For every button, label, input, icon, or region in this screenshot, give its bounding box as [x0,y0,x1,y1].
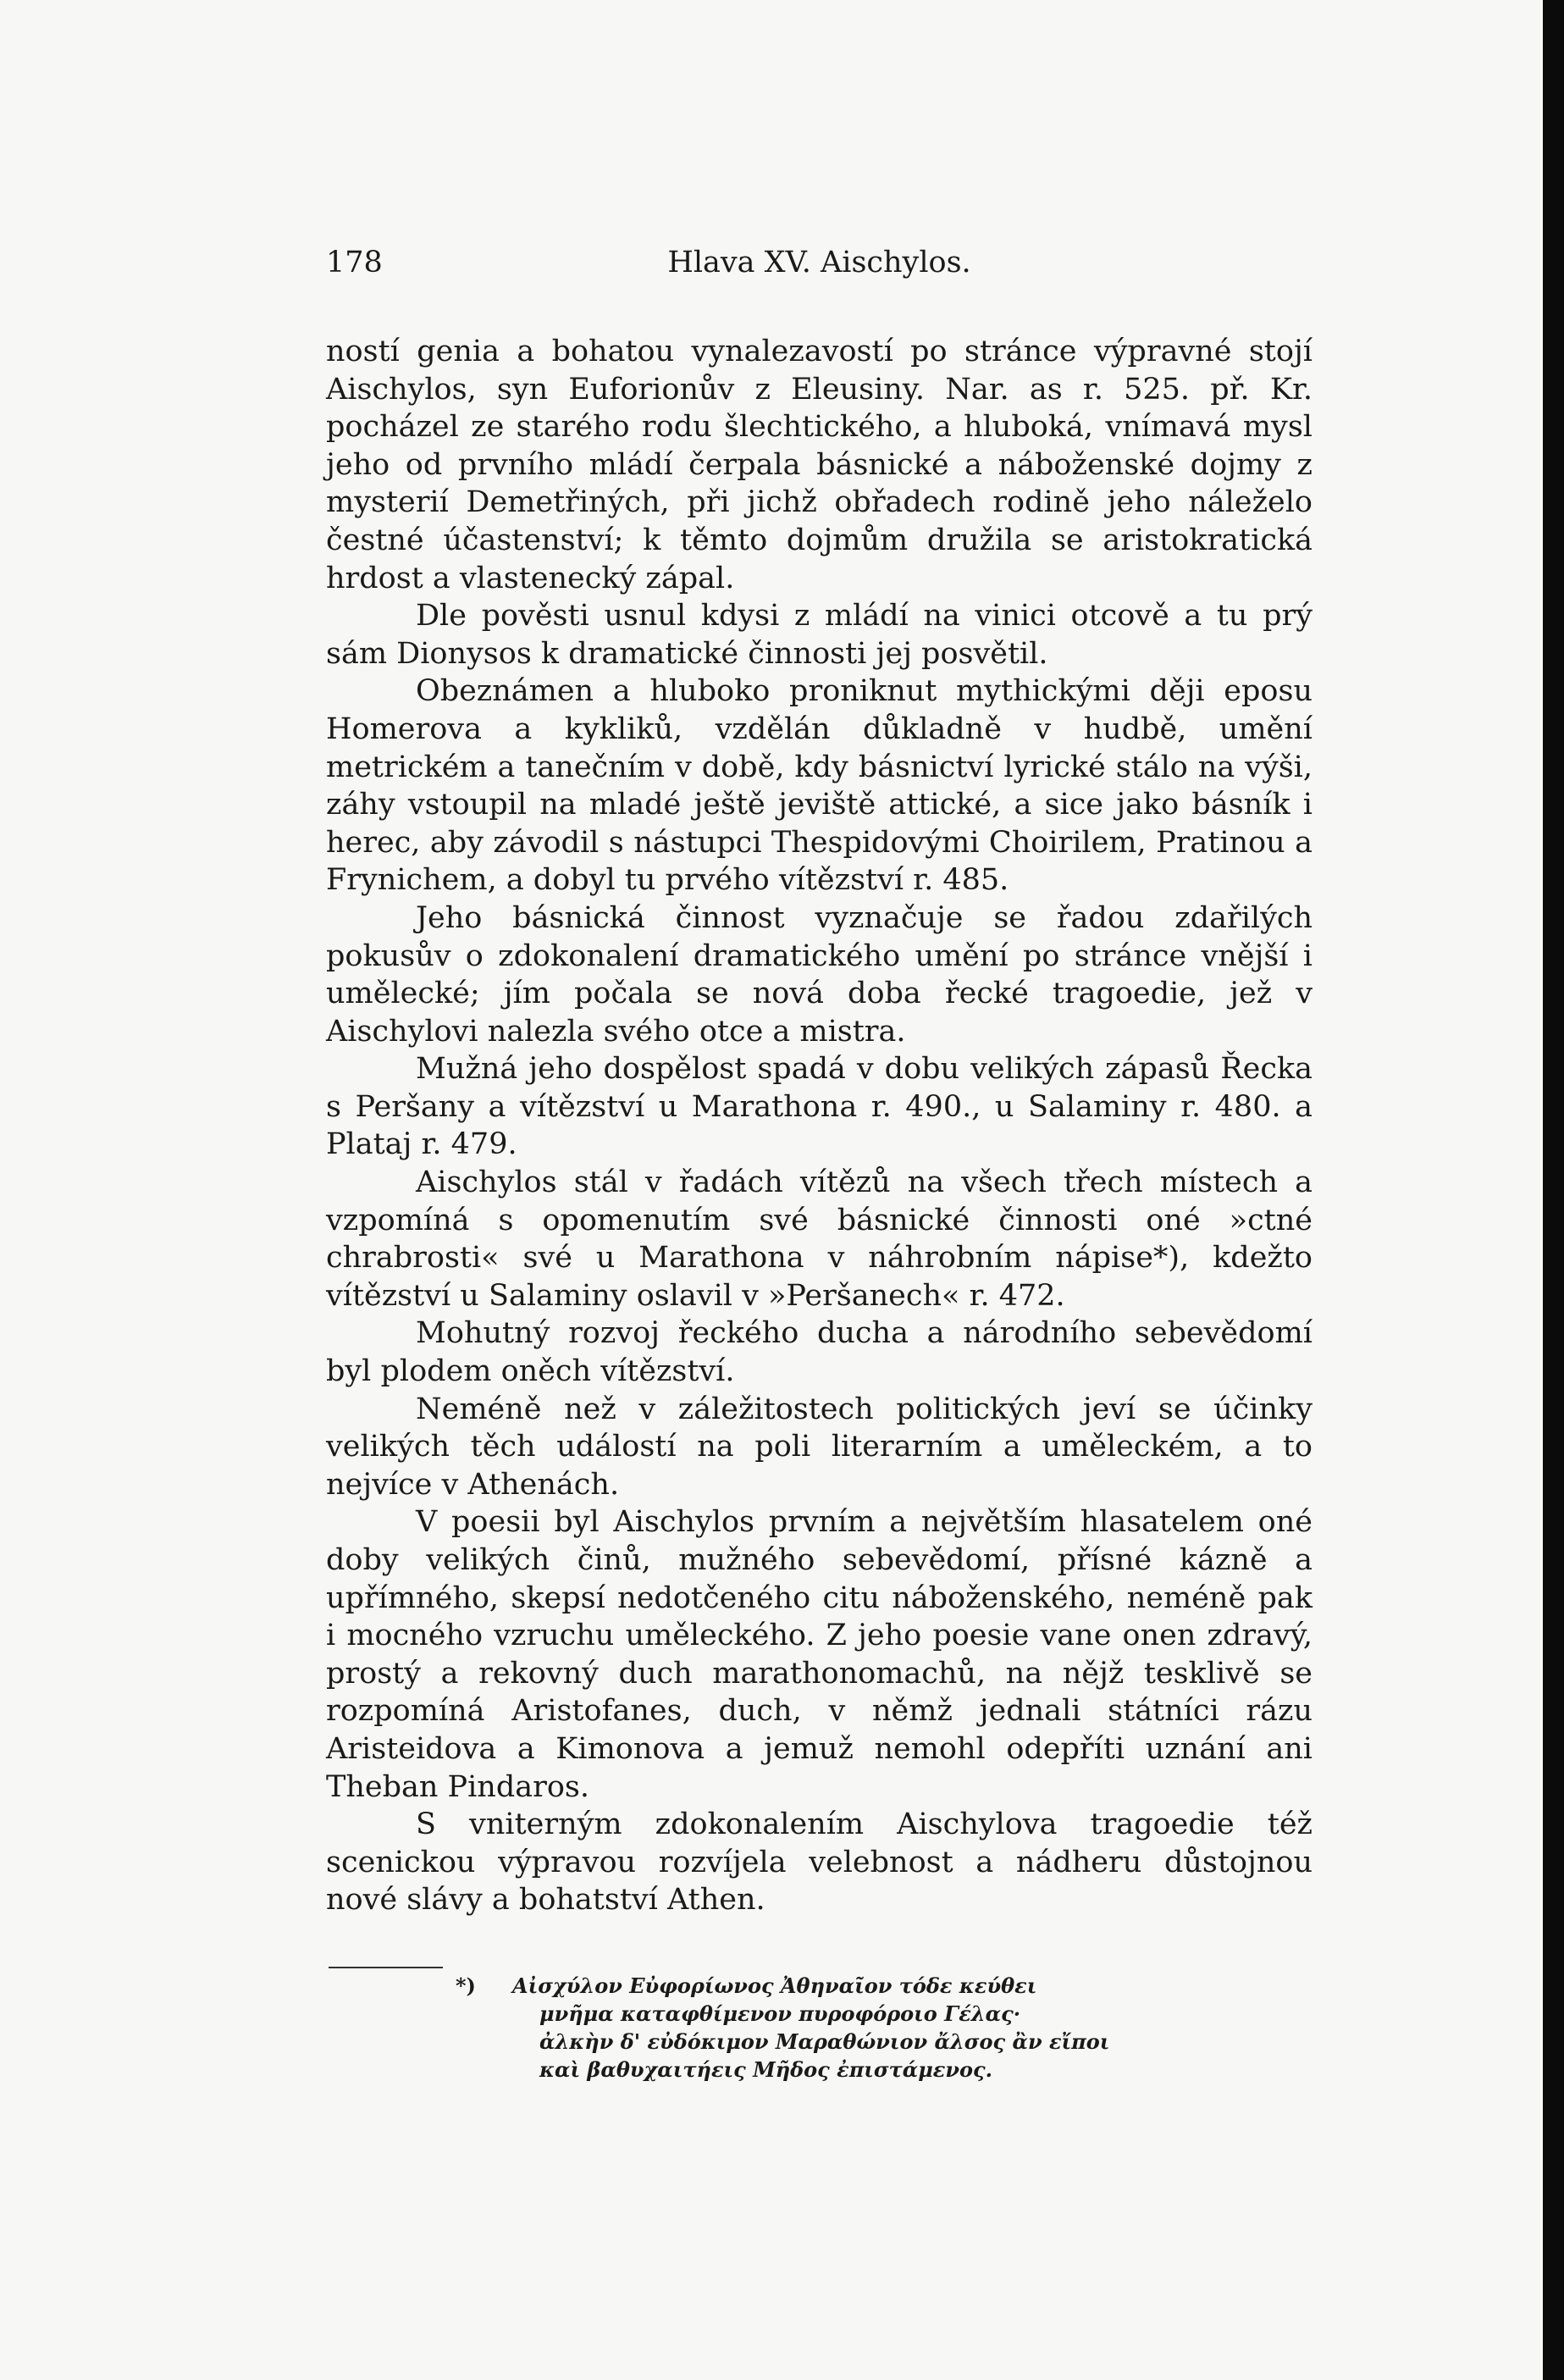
running-head [326,246,1313,296]
paragraph: Mužná jeho dospělost spadá v dobu velikých zápasů Řecka s Peršany a vítězství u Marathona r. 490., u Salaminy r. 480. a Plataj r. 479. [326,1052,1313,1162]
scan-edge [1543,0,1564,2380]
chapter-title: Hlava XV. Aischylos. [667,246,971,280]
paragraph: V poesii byl Aischylos prvním a největším hlasatelem oné doby velikých činů, mužného sebevědomí, přísné kázně a upřímného, skepsí nedotčeného citu náboženského, neméně pak i mocného vzruchu uměleckého. Z jeho poesie vane onen zdravý, prostý a rekovný duch marathonomachů, na nějž tesklivě se rozpomíná Aristofanes, duch, v němž jednali státníci rázu Aristeidova a Kimonova a jemuž nemohl odepříti uznání ani Theban Pindaros. [326,1505,1313,1804]
footnote-line: Αἰσχύλον Εὐφορίωνος Ἀθηναῖον τόδε κεύθει [512,1973,1037,1998]
paragraph: Obeznámen a hluboko proniknut mythickými ději eposu Homerova a kykliků, vzdělán důkladně v hudbě, umění metrickém a tanečním v době, kdy básnictví lyrické stálo na výši, záhy vstoupil na mladé ještě jeviště attické, a sice jako básník i herec, aby závodil s nástupci Thespidovými Choirilem, Pratinou a Frynichem, a dobyl tu prvého vítězství r. 485. [326,674,1313,898]
footnote-line: μνῆμα καταφθίμενον πυροφόροιο Γέλας· [539,2001,1021,2026]
paragraph: Neméně než v záležitostech politických jeví se účinky velikých těch událostí na poli literarním a uměleckém, a to nejvíce v Athenách. [326,1392,1313,1502]
paragraph: ností genia a bohatou vynalezavostí po stránce výpravné stojí Aischylos, syn Euforionův z Eleusiny. Nar. as r. 525. př. Kr. pocházel ze starého rodu šlechtického, a hluboká, vnímavá mysl jeho od prvního mládí čerpala básnické a náboženské dojmy z mysterií Demetřiných, při jichž obřadech rodině jeho náleželo čestné účastenství; k těmto dojmům družila se aristokratická hrdost a vlastenecký zápal. [326,335,1313,595]
paragraph: S vniterným zdokonalením Aischylova tragoedie též scenickou výpravou rozvíjela velebnost a nádheru důstojnou nové slávy a bohatství Athen. [326,1807,1313,1918]
paragraph: Dle pověsti usnul kdysi z mládí na vinici otcově a tu prý sám Dionysos k dramatické činnosti jej posvětil. [326,599,1313,671]
page-number: 178 [326,246,383,280]
footnote-marker: *) [456,1973,476,1998]
footnote-line: καὶ βαθυχαιτήεις Μῆδος ἐπιστάμενος. [539,2057,992,2082]
footnote-divider [329,1967,443,1968]
paragraph: Mohutný rozvoj řeckého ducha a národního sebevědomí byl plodem oněch vítězství. [326,1316,1313,1389]
body-text [326,333,1313,1919]
footnote-line: ἀλκὴν δ' εὐδόκιμον Μαραθώνιον ἄλσος ἂν εἴποι [539,2029,1110,2054]
footnote-epitaph [466,1972,1313,2084]
footnote [456,1972,1313,2084]
paragraph: Jeho básnická činnost vyznačuje se řadou zdařilých pokusův o zdokonalení dramatického umění po stránce vnější i umělecké; jím počala se nová doba řecké tragoedie, jež v Aischylovi nalezla svého otce a mistra. [326,900,1313,1049]
paragraph: Aischylos stál v řadách vítězů na všech třech místech a vzpomíná s opomenutím své básnické činnosti oné »ctné chrabrosti« své u Marathona v náhrobním nápise*), kdežto vítězství u Salaminy oslavil v »Peršanech« r. 472. [326,1165,1313,1313]
